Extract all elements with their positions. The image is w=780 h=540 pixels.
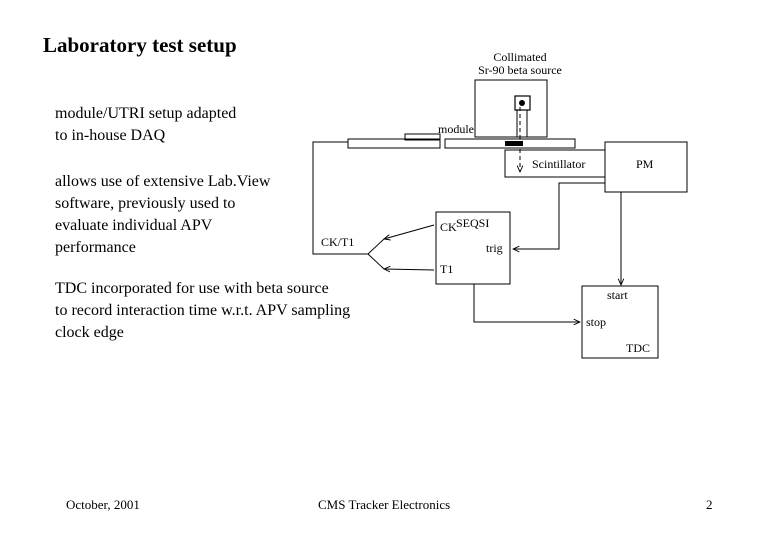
pm-label: PM [636, 157, 654, 171]
trig-label: trig [486, 241, 503, 255]
t1-signal [384, 269, 434, 270]
source-label: Collimated [493, 50, 547, 64]
start-label: start [607, 288, 628, 302]
slide-title: Laboratory test setup [43, 33, 237, 57]
collimator-box [475, 80, 547, 137]
bullet-line: TDC incorporated for use with beta source [55, 280, 329, 297]
page-number: 2 [706, 497, 713, 512]
bullet-line: evaluate individual APV [55, 217, 213, 234]
bullet-line: to in-house DAQ [55, 127, 166, 144]
bullet-line: allows use of extensive Lab.View [55, 173, 271, 190]
source-label: Sr-90 beta source [478, 63, 562, 77]
bullet-line: software, previously used to [55, 195, 236, 212]
footer-date: October, 2001 [66, 497, 140, 512]
module-label: module [438, 122, 474, 136]
stop-label: stop [586, 315, 607, 329]
bullet-line: module/UTRI setup adapted [55, 105, 237, 122]
beta-source-dot [519, 100, 525, 106]
seqsi-label: SEQSI [456, 216, 490, 230]
pm-trig-cable [513, 183, 605, 249]
seqsi-stop-cable [474, 284, 580, 322]
footer-title: CMS Tracker Electronics [318, 497, 451, 512]
tdc-label: TDC [626, 341, 650, 355]
t1-label: T1 [440, 262, 454, 276]
bullet-line: to record interaction time w.r.t. APV sampling [55, 302, 351, 319]
bullet-line: performance [55, 239, 136, 256]
bullet-line: clock edge [55, 324, 124, 341]
ck-signal [384, 225, 434, 239]
scintillator-label: Scintillator [532, 157, 586, 171]
ck-label: CK [440, 220, 457, 234]
ckt1-label: CK/T1 [321, 235, 355, 249]
